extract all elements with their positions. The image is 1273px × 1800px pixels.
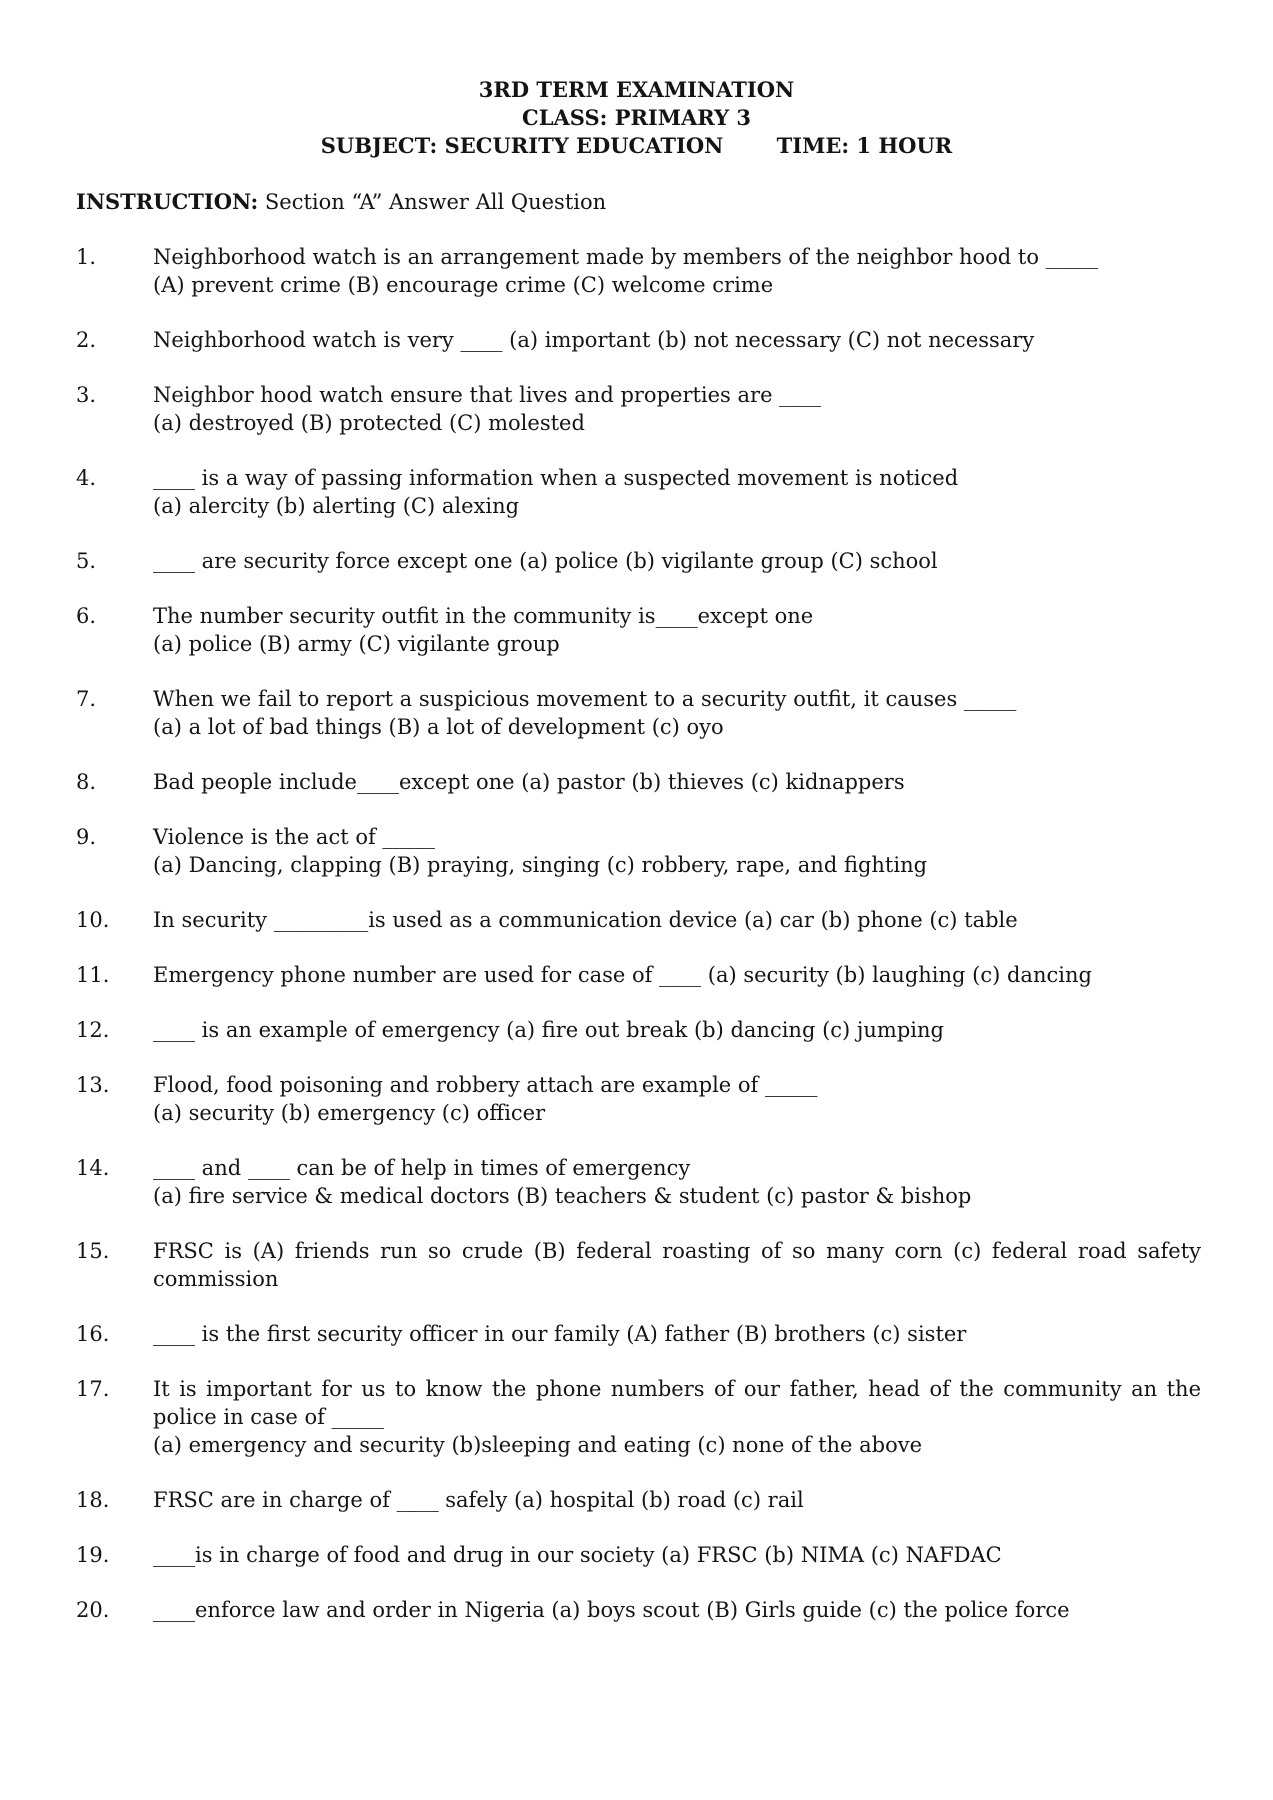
question-number: 6. [76,604,97,628]
question-item [76,685,1201,741]
question-number: 2. [76,328,97,352]
instruction [76,188,606,216]
question-number: 17. [76,1377,110,1401]
question-text: ____ are security force except one (a) police (b) vigilante group (C) school [153,549,938,573]
question-item [76,464,1201,520]
question-item [76,1071,1201,1127]
question-item [76,1486,1201,1514]
question-text: Neighbor hood watch ensure that lives and properties are ____ [153,383,822,407]
question-number: 20. [76,1598,110,1622]
subject-time-line [0,132,1273,160]
question-text: Flood, food poisoning and robbery attach are example of _____ [153,1073,818,1097]
question-text: When we fail to report a suspicious movement to a security outfit, it causes _____ [153,687,1017,711]
question-number: 1. [76,245,97,269]
question-options: (a) destroyed (B) protected (C) molested [153,411,585,435]
question-item [76,1016,1201,1044]
question-options: (a) a lot of bad things (B) a lot of development (c) oyo [153,715,724,739]
instruction-label: INSTRUCTION: [76,189,259,214]
question-number: 19. [76,1543,110,1567]
question-text: Neighborhood watch is an arrangement made by members of the neighbor hood to _____ [153,245,1099,269]
question-number: 13. [76,1073,110,1097]
question-options: (a) police (B) army (C) vigilante group [153,632,560,656]
question-item [76,326,1201,354]
subject-label: SUBJECT: SECURITY EDUCATION [320,133,724,158]
question-item [76,961,1201,989]
time-label: TIME: 1 HOUR [776,133,953,158]
question-number: 4. [76,466,97,490]
question-number: 11. [76,963,110,987]
question-text: The number security outfit in the community is____except one [153,604,814,628]
question-item [76,1237,1201,1293]
question-item [76,1541,1201,1569]
question-item [76,381,1201,437]
question-text: Neighborhood watch is very ____ (a) important (b) not necessary (C) not necessary [153,328,1035,352]
question-number: 14. [76,1156,110,1180]
question-options: (a) emergency and security (b)sleeping and eating (c) none of the above [153,1433,923,1457]
instruction-text: Section “A” Answer All Question [264,190,607,214]
question-number: 7. [76,687,97,711]
question-item [76,906,1201,934]
question-item [76,1596,1201,1624]
question-text: It is important for us to know the phone numbers of our father, head of the community an the police in case of _____ [153,1377,1201,1429]
question-list [76,243,1201,1651]
question-item [76,823,1201,879]
question-text: ____ is a way of passing information when a suspected movement is noticed [153,466,959,490]
question-number: 12. [76,1018,110,1042]
question-text: FRSC are in charge of ____ safely (a) hospital (b) road (c) rail [153,1488,804,1512]
question-item [76,768,1201,796]
question-item [76,602,1201,658]
question-text: ____ is an example of emergency (a) fire out break (b) dancing (c) jumping [153,1018,944,1042]
question-item [76,1154,1201,1210]
question-item [76,1320,1201,1348]
question-item [76,243,1201,299]
question-text: Bad people include____except one (a) pastor (b) thieves (c) kidnappers [153,770,905,794]
question-item [76,1375,1201,1459]
question-number: 16. [76,1322,110,1346]
question-item [76,547,1201,575]
question-number: 9. [76,825,97,849]
question-number: 15. [76,1239,110,1263]
question-number: 18. [76,1488,110,1512]
question-text: FRSC is (A) friends run so crude (B) federal roasting of so many corn (c) federal road safety commission [153,1239,1201,1291]
question-number: 8. [76,770,97,794]
question-text: ____ is the first security officer in our family (A) father (B) brothers (c) sister [153,1322,967,1346]
question-options: (a) Dancing, clapping (B) praying, singing (c) robbery, rape, and fighting [153,853,928,877]
question-number: 3. [76,383,97,407]
question-text: ____is in charge of food and drug in our society (a) FRSC (b) NIMA (c) NAFDAC [153,1543,1002,1567]
question-options: (a) security (b) emergency (c) officer [153,1101,546,1125]
exam-header [0,76,1273,160]
exam-term-title: 3RD TERM EXAMINATION [478,77,795,102]
question-options: (a) alercity (b) alerting (C) alexing [153,494,520,518]
question-text: ____enforce law and order in Nigeria (a) boys scout (B) Girls guide (c) the police force [153,1598,1070,1622]
question-text: In security _________is used as a communication device (a) car (b) phone (c) table [153,908,1018,932]
question-text: ____ and ____ can be of help in times of emergency [153,1156,691,1180]
question-options: (A) prevent crime (B) encourage crime (C) welcome crime [153,273,774,297]
class-label: CLASS: PRIMARY 3 [521,105,752,130]
question-number: 10. [76,908,110,932]
question-text: Violence is the act of _____ [153,825,435,849]
question-text: Emergency phone number are used for case of ____ (a) security (b) laughing (c) dancing [153,963,1092,987]
question-options: (a) fire service & medical doctors (B) teachers & student (c) pastor & bishop [153,1184,972,1208]
question-number: 5. [76,549,97,573]
